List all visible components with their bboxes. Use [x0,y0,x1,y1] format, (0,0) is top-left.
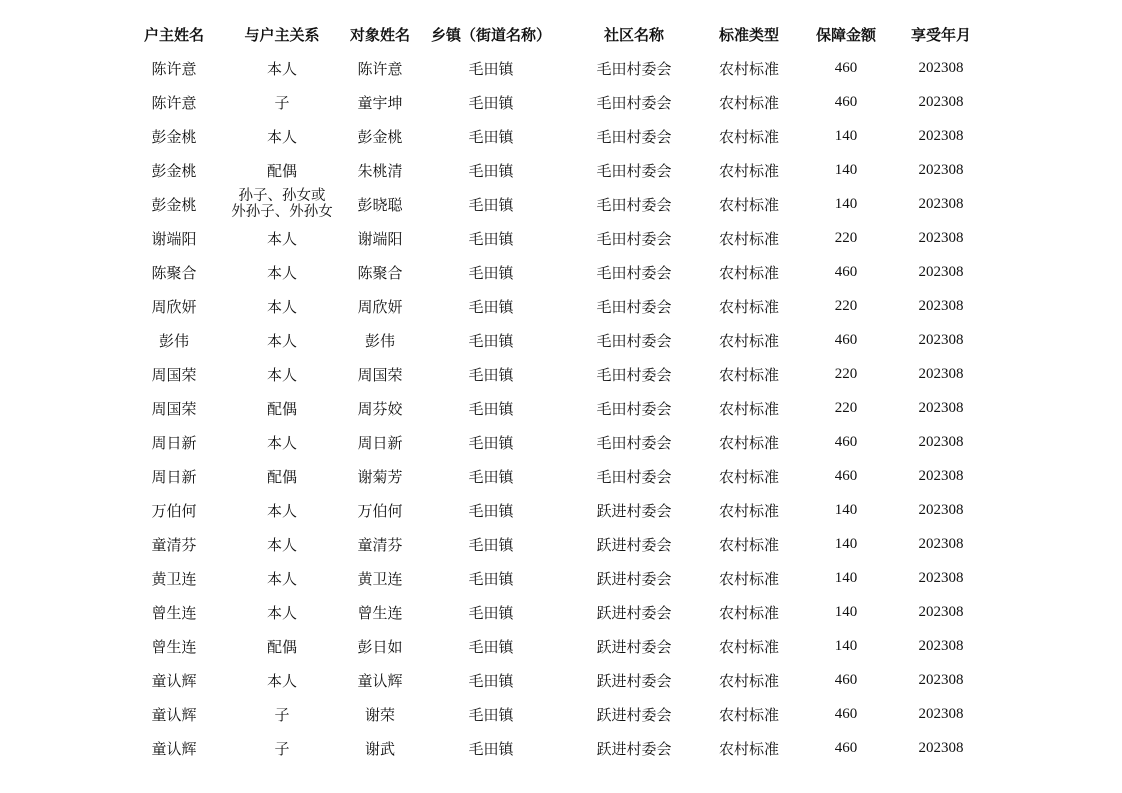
table-row [131,731,989,765]
standard-type-cell: 农村标准 [718,331,779,350]
amount-cell: 460 [834,331,858,348]
relation-cell: 子 [274,739,290,758]
community-cell: 毛田村委会 [596,365,672,384]
standard-type-cell: 农村标准 [718,433,779,452]
table-row [131,493,989,527]
table-body [131,51,989,765]
document-sheet [131,17,989,765]
householder-name-cell: 陈许意 [151,93,197,112]
relation-cell: 本人 [266,535,297,554]
table-row [131,629,989,663]
community-cell: 毛田村委会 [596,59,672,78]
recipient-name-cell: 谢端阳 [357,229,403,248]
month-cell: 202308 [918,671,964,688]
month-cell: 202308 [918,195,964,212]
householder-name-cell: 童认辉 [151,671,197,690]
recipient-name-cell: 彭伟 [364,331,395,350]
table-row [131,595,989,629]
recipient-name-cell: 童清芬 [357,535,403,554]
householder-name-cell: 童清芬 [151,535,197,554]
relation-cell: 配偶 [266,399,297,418]
recipient-name-cell: 周日新 [357,433,403,452]
amount-cell: 460 [834,59,858,76]
amount-cell: 220 [834,229,858,246]
table-row [131,391,989,425]
relation-cell: 子 [274,705,290,724]
community-cell: 跃进村委会 [596,535,672,554]
standard-type-cell: 农村标准 [718,671,779,690]
standard-type-cell: 农村标准 [718,399,779,418]
town-cell: 毛田镇 [468,195,514,214]
community-cell: 毛田村委会 [596,263,672,282]
recipient-name-cell: 周欣妍 [357,297,403,316]
amount-cell: 140 [834,501,858,518]
amount-cell: 220 [834,399,858,416]
amount-cell: 460 [834,93,858,110]
table-row [131,425,989,459]
householder-name-cell: 彭金桃 [151,161,197,180]
month-cell: 202308 [918,535,964,552]
town-cell: 毛田镇 [468,365,514,384]
relation-cell: 孙子、孙女或 外孙子、外孙女 [231,188,333,220]
month-cell: 202308 [918,603,964,620]
householder-name-cell: 童认辉 [151,739,197,758]
month-cell: 202308 [918,331,964,348]
amount-cell: 460 [834,263,858,280]
table-row [131,663,989,697]
town-cell: 毛田镇 [468,535,514,554]
householder-name-cell: 周国荣 [151,365,197,384]
col-header-town: 乡镇（街道名称） [430,25,551,44]
amount-cell: 140 [834,569,858,586]
householder-name-cell: 周日新 [151,433,197,452]
standard-type-cell: 农村标准 [718,263,779,282]
month-cell: 202308 [918,705,964,722]
town-cell: 毛田镇 [468,739,514,758]
community-cell: 跃进村委会 [596,705,672,724]
month-cell: 202308 [918,467,964,484]
householder-name-cell: 童认辉 [151,705,197,724]
householder-name-cell: 曾生连 [151,637,197,656]
relation-cell: 本人 [266,59,297,78]
householder-name-cell: 黄卫连 [151,569,197,588]
community-cell: 毛田村委会 [596,161,672,180]
recipient-name-cell: 陈许意 [357,59,403,78]
standard-type-cell: 农村标准 [718,739,779,758]
town-cell: 毛田镇 [468,637,514,656]
recipient-name-cell: 彭日如 [357,637,403,656]
town-cell: 毛田镇 [468,467,514,486]
table-row [131,357,989,391]
relation-cell: 本人 [266,569,297,588]
relation-cell: 配偶 [266,637,297,656]
month-cell: 202308 [918,161,964,178]
relation-cell: 本人 [266,603,297,622]
col-header-amount: 保障金额 [815,25,876,44]
amount-cell: 140 [834,603,858,620]
month-cell: 202308 [918,433,964,450]
standard-type-cell: 农村标准 [718,467,779,486]
standard-type-cell: 农村标准 [718,569,779,588]
town-cell: 毛田镇 [468,297,514,316]
month-cell: 202308 [918,297,964,314]
recipient-name-cell: 朱桃清 [357,161,403,180]
standard-type-cell: 农村标准 [718,161,779,180]
month-cell: 202308 [918,263,964,280]
recipient-name-cell: 周芬姣 [357,399,403,418]
table-row [131,527,989,561]
householder-name-cell: 彭金桃 [151,195,197,214]
month-cell: 202308 [918,59,964,76]
standard-type-cell: 农村标准 [718,229,779,248]
householder-name-cell: 彭伟 [158,331,189,350]
amount-cell: 140 [834,637,858,654]
recipient-name-cell: 谢荣 [364,705,395,724]
col-header-standard-type: 标准类型 [718,25,779,44]
relation-cell: 本人 [266,127,297,146]
amount-cell: 220 [834,297,858,314]
standard-type-cell: 农村标准 [718,535,779,554]
relation-cell: 本人 [266,331,297,350]
householder-name-cell: 万伯何 [151,501,197,520]
town-cell: 毛田镇 [468,263,514,282]
amount-cell: 460 [834,433,858,450]
standard-type-cell: 农村标准 [718,127,779,146]
table-row [131,85,989,119]
householder-name-cell: 彭金桃 [151,127,197,146]
relation-cell: 配偶 [266,161,297,180]
relation-cell: 本人 [266,263,297,282]
community-cell: 毛田村委会 [596,433,672,452]
table-row [131,187,989,221]
community-cell: 跃进村委会 [596,501,672,520]
relation-cell: 本人 [266,501,297,520]
community-cell: 跃进村委会 [596,569,672,588]
relation-cell: 本人 [266,671,297,690]
community-cell: 毛田村委会 [596,195,672,214]
amount-cell: 460 [834,705,858,722]
month-cell: 202308 [918,637,964,654]
community-cell: 毛田村委会 [596,467,672,486]
town-cell: 毛田镇 [468,399,514,418]
recipient-name-cell: 童认辉 [357,671,403,690]
town-cell: 毛田镇 [468,705,514,724]
community-cell: 跃进村委会 [596,671,672,690]
town-cell: 毛田镇 [468,433,514,452]
householder-name-cell: 陈聚合 [151,263,197,282]
amount-cell: 140 [834,535,858,552]
town-cell: 毛田镇 [468,127,514,146]
standard-type-cell: 农村标准 [718,59,779,78]
standard-type-cell: 农村标准 [718,705,779,724]
month-cell: 202308 [918,365,964,382]
recipient-name-cell: 谢菊芳 [357,467,403,486]
recipient-name-cell: 彭晓聪 [357,195,403,214]
recipient-name-cell: 万伯何 [357,501,403,520]
relation-cell: 本人 [266,229,297,248]
community-cell: 毛田村委会 [596,331,672,350]
community-cell: 跃进村委会 [596,637,672,656]
table-row [131,561,989,595]
recipient-name-cell: 彭金桃 [357,127,403,146]
standard-type-cell: 农村标准 [718,501,779,520]
standard-type-cell: 农村标准 [718,637,779,656]
table-row [131,119,989,153]
standard-type-cell: 农村标准 [718,93,779,112]
standard-type-cell: 农村标准 [718,195,779,214]
town-cell: 毛田镇 [468,93,514,112]
month-cell: 202308 [918,569,964,586]
amount-cell: 460 [834,467,858,484]
amount-cell: 140 [834,127,858,144]
recipient-name-cell: 陈聚合 [357,263,403,282]
standard-type-cell: 农村标准 [718,365,779,384]
community-cell: 跃进村委会 [596,603,672,622]
month-cell: 202308 [918,93,964,110]
col-header-relation: 与户主关系 [244,25,320,44]
amount-cell: 140 [834,195,858,212]
table-row [131,51,989,85]
month-cell: 202308 [918,501,964,518]
town-cell: 毛田镇 [468,161,514,180]
month-cell: 202308 [918,739,964,756]
col-header-recipient-name: 对象姓名 [349,25,410,44]
householder-name-cell: 周国荣 [151,399,197,418]
month-cell: 202308 [918,399,964,416]
amount-cell: 140 [834,161,858,178]
town-cell: 毛田镇 [468,603,514,622]
recipient-name-cell: 黄卫连 [357,569,403,588]
householder-name-cell: 周日新 [151,467,197,486]
table-row [131,289,989,323]
community-cell: 毛田村委会 [596,93,672,112]
table-row [131,459,989,493]
recipient-name-cell: 谢武 [364,739,395,758]
householder-name-cell: 周欣妍 [151,297,197,316]
recipient-name-cell: 周国荣 [357,365,403,384]
relation-cell: 配偶 [266,467,297,486]
col-header-community: 社区名称 [603,25,664,44]
table-row [131,323,989,357]
town-cell: 毛田镇 [468,59,514,78]
relation-cell: 本人 [266,365,297,384]
standard-type-cell: 农村标准 [718,297,779,316]
householder-name-cell: 曾生连 [151,603,197,622]
table-row [131,255,989,289]
relation-cell: 本人 [266,433,297,452]
community-cell: 毛田村委会 [596,297,672,316]
table-row [131,221,989,255]
amount-cell: 220 [834,365,858,382]
recipient-name-cell: 曾生连 [357,603,403,622]
householder-name-cell: 谢端阳 [151,229,197,248]
recipient-name-cell: 童宇坤 [357,93,403,112]
col-header-householder-name: 户主姓名 [143,25,204,44]
table-row [131,697,989,731]
town-cell: 毛田镇 [468,501,514,520]
town-cell: 毛田镇 [468,671,514,690]
amount-cell: 460 [834,739,858,756]
header-row [131,17,989,51]
table-row [131,153,989,187]
assistance-roster-table [131,17,989,765]
community-cell: 毛田村委会 [596,229,672,248]
community-cell: 毛田村委会 [596,399,672,418]
town-cell: 毛田镇 [468,331,514,350]
householder-name-cell: 陈许意 [151,59,197,78]
col-header-month: 享受年月 [910,25,971,44]
amount-cell: 460 [834,671,858,688]
town-cell: 毛田镇 [468,229,514,248]
month-cell: 202308 [918,229,964,246]
community-cell: 毛田村委会 [596,127,672,146]
community-cell: 跃进村委会 [596,739,672,758]
town-cell: 毛田镇 [468,569,514,588]
relation-cell: 子 [274,93,290,112]
standard-type-cell: 农村标准 [718,603,779,622]
month-cell: 202308 [918,127,964,144]
relation-cell: 本人 [266,297,297,316]
